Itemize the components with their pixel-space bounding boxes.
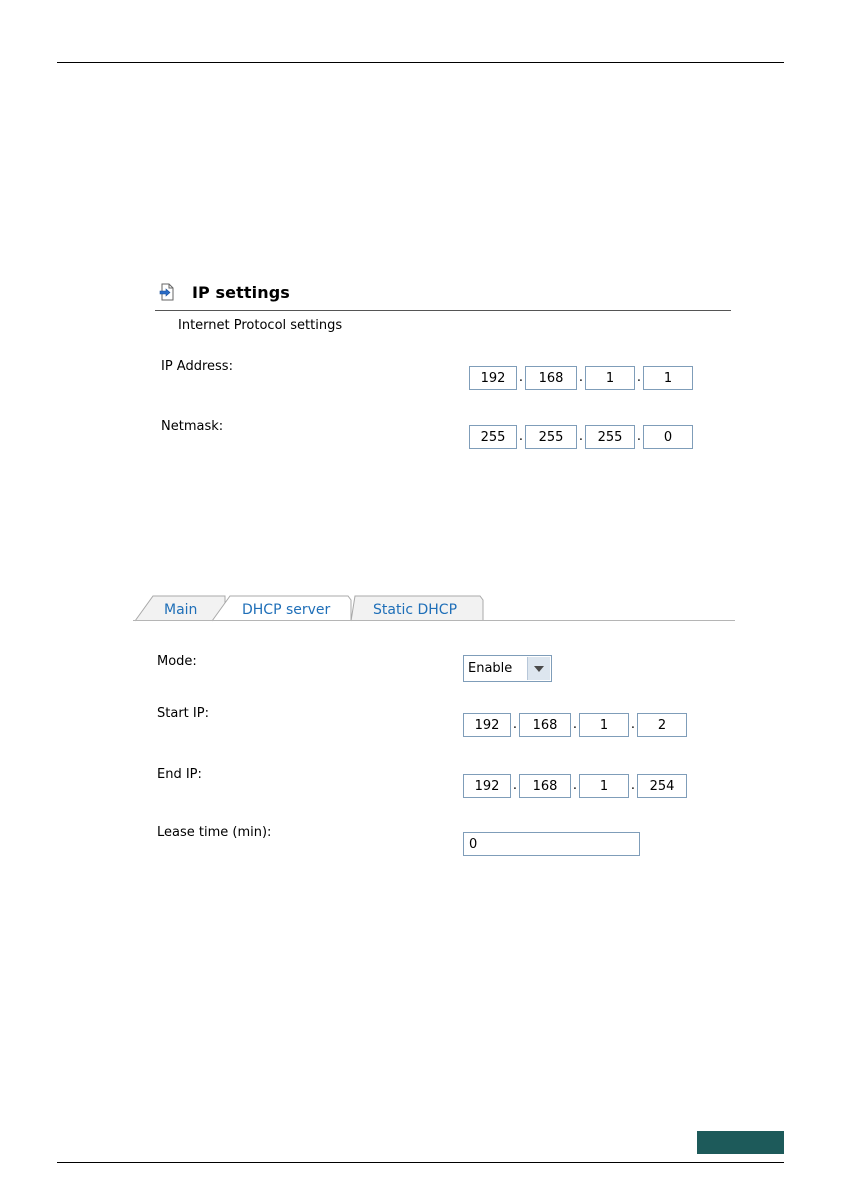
end-ip-octet-3[interactable]	[579, 774, 629, 798]
page-header-rule	[57, 62, 784, 63]
netmask-octet-2[interactable]	[525, 425, 577, 449]
start-ip-octet-1[interactable]	[463, 713, 511, 737]
start-ip-octet-2[interactable]	[519, 713, 571, 737]
lease-time-input[interactable]	[463, 832, 640, 856]
tab-baseline	[133, 620, 735, 621]
ip-settings-subtitle: Internet Protocol settings	[178, 318, 343, 333]
ip-address-octet-4[interactable]	[643, 366, 693, 390]
end-ip-field: 192 . 168 . 1 . 254	[463, 774, 687, 798]
netmask-octet-1[interactable]	[469, 425, 517, 449]
start-ip-label: Start IP:	[157, 706, 209, 721]
end-ip-octet-2[interactable]	[519, 774, 571, 798]
ip-settings-title: IP settings	[192, 283, 290, 302]
tab-main-label[interactable]: Main	[164, 602, 198, 618]
mode-label: Mode:	[157, 654, 197, 669]
start-ip-field: 192 . 168 . 1 . 2	[463, 713, 687, 737]
ip-address-label: IP Address:	[161, 359, 233, 374]
page-number-badge	[697, 1131, 784, 1154]
mode-select[interactable]	[463, 655, 552, 682]
netmask-field: 255 . 255 . 255 . 0	[469, 425, 693, 449]
start-ip-octet-4[interactable]	[637, 713, 687, 737]
netmask-octet-3[interactable]	[585, 425, 635, 449]
page-arrow-icon	[159, 283, 175, 301]
start-ip-octet-3[interactable]	[579, 713, 629, 737]
ip-address-octet-3[interactable]	[585, 366, 635, 390]
end-ip-octet-4[interactable]	[637, 774, 687, 798]
lease-time-label: Lease time (min):	[157, 825, 272, 840]
end-ip-label: End IP:	[157, 767, 202, 782]
netmask-octet-4[interactable]	[643, 425, 693, 449]
ip-address-octet-2[interactable]	[525, 366, 577, 390]
tab-dhcp-server-label[interactable]: DHCP server	[242, 602, 331, 618]
mode-select-value: Enable	[468, 661, 513, 676]
netmask-label: Netmask:	[161, 419, 224, 434]
end-ip-octet-1[interactable]	[463, 774, 511, 798]
ip-address-field: 192 . 168 . 1 . 1	[469, 366, 693, 390]
ip-address-octet-1[interactable]	[469, 366, 517, 390]
chevron-down-icon[interactable]	[527, 657, 550, 680]
tab-bar	[133, 594, 735, 622]
ip-settings-header	[155, 280, 731, 311]
page-footer-rule	[57, 1162, 784, 1163]
tab-static-dhcp-label[interactable]: Static DHCP	[373, 602, 458, 618]
ip-settings-panel	[155, 280, 731, 444]
